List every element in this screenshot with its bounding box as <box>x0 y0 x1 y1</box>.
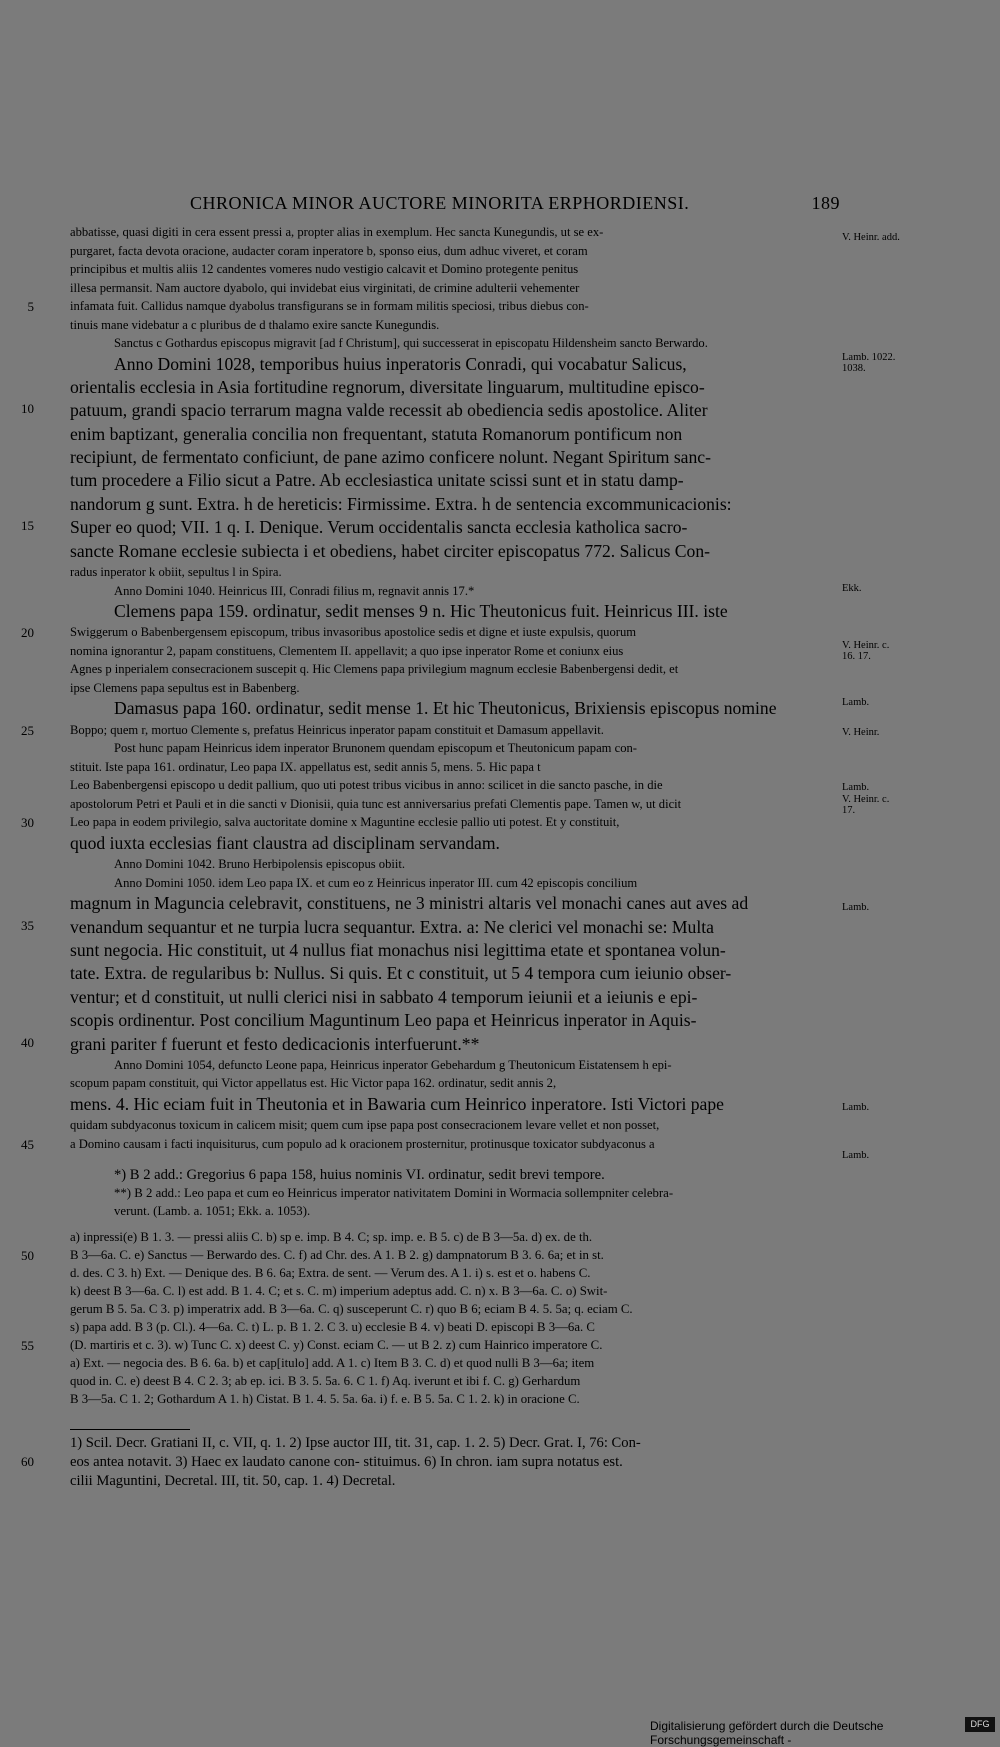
line-text: illesa permansit. Nam auctore dyabolo, qui invidebat eius virginitati, de crimine adulterii vehementer <box>70 280 580 295</box>
text-line <box>70 858 850 877</box>
numbered-note-line <box>70 1474 850 1493</box>
line-text: purgaret, facta devota oracione, audacter coram inperatore b, sponso eius, dum adhuc viveret, et coram <box>70 243 588 258</box>
text-line <box>21 916 850 942</box>
text-line <box>21 1136 850 1157</box>
variant-note-line <box>21 1338 850 1357</box>
line-text: **) B 2 add.: Leo papa et cum eo Heinricus imperator nativitatem Domini in Wormacia sollempniter celebra- <box>114 1186 674 1201</box>
text-line <box>70 282 850 301</box>
line-text: enim baptizant, generalia concilia non frequentant, statuta Romanorum pontificum non <box>70 423 683 444</box>
line-text: B 3—5a. C 1. 2; Gothardum A 1. h) Cistat. B 1. 4. 5. 5a. 6a. i) f. e. B 5. 5a. C 1. 2. k) in oracione C. <box>70 1392 580 1407</box>
margin-note: Lamb. <box>842 1150 870 1161</box>
text-line <box>70 493 850 519</box>
line-text: recipiunt, de fermentato conficiunt, de pane azimo conficere nolunt. Negant Spiritum sanc- <box>70 447 711 468</box>
line-text: quod in. C. e) deest B 4. C 2. 3; ab ep. ici. B 3. 5. 5a. 6. C 1. f) Aq. iverunt et ibi f. C. g) Gerhardum <box>70 1374 581 1389</box>
line-text: a) inpressi(e) B 1. 3. — pressi aliis C. b) sp e. imp. B 4. C; sp. imp. e. B 5. c) de B 3—5a. d) ex. de th. <box>70 1230 593 1245</box>
line-text: Leo Babenbergensi episcopo u dedit pallium, quo uti potest tribus vicibus in anno: scilicet in die sancto pasche, in die <box>70 778 663 793</box>
line-text: grani pariter f fuerunt et festo dedicacionis interfuerunt.** <box>70 1033 480 1054</box>
text-line <box>70 319 850 338</box>
line-number: 20 <box>21 625 34 641</box>
margin-note: Lamb. <box>842 902 870 913</box>
text-line <box>70 449 850 472</box>
text-line <box>21 625 850 645</box>
line-text: verunt. (Lamb. a. 1051; Ekk. a. 1053). <box>114 1204 311 1219</box>
dfg-logo: DFG <box>965 1717 995 1732</box>
page-number: 189 <box>811 193 840 213</box>
line-text: cilii Maguntini, Decretal. III, tit. 50, cap. 1. 4) Decretal. <box>70 1473 396 1490</box>
line-text: (D. martiris et c. 3). w) Tunc C. x) deest C. y) Const. eciam C. — ut B 2. z) cum Hainrico imperatore C. <box>70 1338 603 1353</box>
line-text: Damasus papa 160. ordinatur, sedit mense 1. Et hic Theutonicus, Brixiensis episcopus nomine <box>114 698 777 719</box>
text-line <box>70 965 850 988</box>
line-text: Sanctus c Gothardus episcopus migravit [ad f Christum], qui successerat in episcopatu Hildensheim sancto Berwardo. <box>114 336 708 350</box>
line-text: ventur; et d constituit, ut nulli clerici nisi in sabbato 4 temporum ieiunii et a ieiunis e epi- <box>70 986 698 1007</box>
variant-note-line <box>70 1303 850 1321</box>
line-number: 45 <box>21 1136 34 1152</box>
line-text: stituit. Iste papa 161. ordinatur, Leo papa IX. appellatus est, sedit annis 5, mens. 5. Hic papa t <box>70 759 541 774</box>
text-line <box>70 663 850 682</box>
line-text: tate. Extra. de regularibus b: Nullus. Si quis. Et c constituit, ut 5 4 tempora cum ieiunio obser- <box>70 963 732 984</box>
line-text: Boppo; quem r, mortuo Clemente s, prefatus Heinricus inperator papam constituit et Damasum appellavit. <box>70 722 604 737</box>
text-line <box>21 722 850 743</box>
line-text: Swiggerum o Babenbergensem episcopum, tribus invasoribus apostolice sedis et digne et iuste expulsis, quorum <box>70 625 637 640</box>
line-text: Anno Domini 1042. Bruno Herbipolensis episcopus obiit. <box>114 857 406 872</box>
line-text: radus inperator k obiit, sepultus l in Spira. <box>70 565 282 580</box>
line-number: 10 <box>21 401 34 417</box>
line-number: 30 <box>21 815 34 831</box>
line-text: orientalis ecclesia in Asia fortitudine regnorum, diversitate linguarum, multitudine episco- <box>70 376 705 397</box>
variant-note-line <box>70 1393 850 1411</box>
header-title: CHRONICA MINOR AUCTORE MINORITA ERPHORDIENSI. <box>190 193 690 213</box>
line-text: d. des. C 3. h) Ext. — Denique des. B 6. 6a; Extra. de sent. — Verum des. A 1. i) s. est et o. habens C. <box>70 1266 591 1281</box>
margin-note: V. Heinr. <box>842 727 880 738</box>
text-line <box>70 798 850 817</box>
line-text: a Domino causam i facti inquisiturus, cum populo ad k oracionem prosternitur, protinusque toxicator subdyaconus a <box>70 1136 655 1151</box>
line-text: Anno Domini 1054, defuncto Leone papa, Heinricus inperator Gebehardum g Theutonicum Eistatensem h epi- <box>114 1057 672 1072</box>
footnote-rule <box>70 1429 190 1430</box>
margin-note: Lamb. 1022. 1038. <box>842 352 896 375</box>
variant-note-line <box>70 1231 850 1249</box>
line-text: gerum B 5. 5a. C 3. p) imperatrix add. B 3—6a. C. q) susceperunt C. r) quo B 6; eciam B 4. 5. 5a; q. eciam C. <box>70 1302 633 1317</box>
line-text: patuum, grandi spacio terrarum magna valde recessit ab obediencia sedis apostolice. Aliter <box>70 400 708 421</box>
line-text: sunt negocia. Hic constituit, ut 4 nullus fiat monachus nisi legittima etate et spontanea volun- <box>70 939 726 960</box>
line-text: quidam subdyaconus toxicum in calicem misit; quem cum ipse papa post consecracionem levare vellet et non posset, <box>70 1118 660 1133</box>
text-line <box>70 1119 850 1138</box>
text-line <box>70 742 850 761</box>
line-number: 15 <box>21 518 34 534</box>
line-text: Super eo quod; VII. 1 q. I. Denique. Verum occidentalis sancta ecclesia katholica sacro- <box>70 517 688 538</box>
line-text: s) papa add. B 3 (p. Cl.). 4—6a. C. t) L. p. B 1. 2. C 3. u) ecclesie B 4. v) beati D. episcopi B 3—6a. C <box>70 1320 595 1335</box>
line-text: eos antea notavit. 3) Haec ex laudato canone con- stituimus. 6) In chron. iam supra notatus est. <box>70 1454 623 1471</box>
digitization-credit: Digitalisierung gefördert durch die Deutsche Forschungsgemeinschaft - <box>650 1719 884 1747</box>
text-line <box>70 603 850 626</box>
text-line <box>70 566 850 585</box>
margin-note: V. Heinr. c. 16. 17. <box>842 640 890 663</box>
variant-note-line <box>70 1267 850 1285</box>
text-line <box>70 540 850 566</box>
variant-note-line <box>70 1375 850 1393</box>
line-number: 40 <box>21 1034 34 1050</box>
line-text: nandorum g sunt. Extra. h de hereticis: Firmissime. Extra. h de sentencia excommunicacionis: <box>70 493 732 514</box>
line-text: Anno Domini 1028, temporibus huius inperatoris Conradi, qui vocabatur Salicus, <box>114 353 687 374</box>
variant-note-line <box>21 1248 850 1267</box>
line-text: ipse Clemens papa sepultus est in Babenberg. <box>70 680 300 695</box>
text-line <box>21 1033 850 1059</box>
line-text: magnum in Maguncia celebravit, constituens, ne 3 ministri altaris vel monachi canes aut aves ad <box>70 893 749 914</box>
line-text: a) Ext. — negocia des. B 6. 6a. b) et cap[itulo] add. A 1. c) Item B 3. C. d) et quod nulli B 3—6a; item <box>70 1356 595 1371</box>
numbered-note-line <box>70 1436 850 1455</box>
margin-note: Ekk. <box>842 583 862 594</box>
variant-note-line <box>70 1357 850 1375</box>
text-line <box>70 895 850 918</box>
text-line <box>70 1059 850 1078</box>
text-line <box>70 779 850 798</box>
text-line <box>70 376 850 402</box>
text-line <box>70 645 850 664</box>
line-text: nomina ignorantur 2, papam constituens, Clementem II. appellavit; a quo ipse inperator Rome et coniunx eius <box>70 643 624 658</box>
margin-note: Lamb. <box>842 697 870 708</box>
text-line <box>70 263 850 282</box>
asterisk-note-line <box>70 1205 850 1223</box>
line-number: 60 <box>21 1454 34 1470</box>
text-line <box>70 761 850 780</box>
margin-note: Lamb. <box>842 1102 870 1113</box>
text-line <box>70 1012 850 1035</box>
text-line <box>21 517 850 542</box>
line-text: Anno Domini 1040. Heinricus III, Conradi filius m, regnavit annis 17.* <box>114 583 475 598</box>
line-text: k) deest B 3—6a. C. l) est add. B 1. 4. C; et s. C. m) imperium adeptus add. C. n) x. B 3—6a. C. o) Swit- <box>70 1284 608 1299</box>
line-text: scopum papam constituit, qui Victor appellatus est. Hic Victor papa 162. ordinatur, sedit annis 2, <box>70 1076 557 1091</box>
line-text: principibus et multis aliis 12 candentes vomeres nudo vestigio calcavit et Domino protegente penitus <box>70 262 579 276</box>
line-text: Post hunc papam Heinricus idem inperator Brunonem quendam episcopum et Theutonicum papam con- <box>114 741 637 756</box>
margin-note: Lamb. <box>842 782 870 793</box>
text-line <box>70 423 850 449</box>
text-line <box>70 939 850 965</box>
line-text: Clemens papa 159. ordinatur, sedit menses 9 n. Hic Theutonicus fuit. Heinricus III. iste <box>114 601 728 622</box>
text-line <box>70 472 850 495</box>
line-text: B 3—6a. C. e) Sanctus — Berwardo des. C. f) ad Chr. des. A 1. B 2. g) dampnatorum B 3. 6. 6a; et in st. <box>70 1248 604 1263</box>
text-line <box>27 299 850 319</box>
line-text: sancte Romane ecclesie subiecta i et obediens, habet circiter episcopatus 772. Salicus Con- <box>70 540 710 561</box>
line-text: apostolorum Petri et Pauli et in die sancti v Dionisii, quia tunc est anniversarius prefati Clementis pape. Tamen w, ut dicit <box>70 796 682 811</box>
line-text: mens. 4. Hic eciam fuit in Theutonia et in Bawaria cum Heinrico inperatore. Isti Victori pape <box>70 1093 724 1114</box>
line-text: tum procedere a Filio sicut a Patre. Ab ecclesiastica unitate scissi sunt et in statu damp- <box>70 470 684 491</box>
text-line <box>70 700 850 723</box>
text-line <box>21 400 850 425</box>
line-text: Leo papa in eodem privilegio, salva auctoritate domine x Maguntine ecclesie pallio uti potest. Et y constituit, <box>70 815 620 830</box>
line-text: abbatisse, quasi digiti in cera essent pressi a, propter alias in exemplum. Hec sancta Kunegundis, ut se ex- <box>70 225 604 239</box>
running-header <box>190 193 840 214</box>
asterisk-note-line <box>70 1168 850 1187</box>
numbered-note-line <box>21 1454 850 1474</box>
line-text: venandum sequantur et ne turpia lucra sequantur. Extra. a: Ne clerici vel monachi se: Multa <box>70 916 714 937</box>
text-line <box>70 353 850 379</box>
line-text: tinuis mane videbatur a c pluribus de d thalamo exire sancte Kunegundis. <box>70 317 440 332</box>
margin-note: V. Heinr. add. <box>842 232 900 243</box>
variant-note-line <box>70 1285 850 1303</box>
margin-note: V. Heinr. c. 17. <box>842 794 890 817</box>
line-number: 50 <box>21 1248 34 1264</box>
line-text: *) B 2 add.: Gregorius 6 papa 158, huius nominis VI. ordinatur, sedit brevi tempore. <box>114 1167 605 1184</box>
text-line <box>70 832 850 858</box>
line-number: 55 <box>21 1338 34 1354</box>
line-number: 35 <box>21 917 34 933</box>
line-text: Anno Domini 1050. idem Leo papa IX. et cum eo z Heinricus inperator III. cum 42 episcopis concilium <box>114 875 638 890</box>
line-number: 5 <box>27 299 34 314</box>
line-text: quod iuxta ecclesias fiant claustra ad disciplinam servandam. <box>70 832 500 853</box>
line-text: infamata fuit. Callidus namque dyabolus transfigurans se in formam militis speciosi, tribus diebus con- <box>70 299 589 313</box>
text-line <box>70 245 850 264</box>
section-gap <box>70 1411 850 1429</box>
text-line <box>70 1093 850 1119</box>
main-text <box>21 225 850 1493</box>
line-number: 25 <box>21 722 34 738</box>
asterisk-note-line <box>70 1187 850 1205</box>
text-line <box>70 226 850 245</box>
line-text: Agnes p inperialem consecracionem suscepit q. Hic Clemens papa privilegium magnum ecclesie Babenbergensi dedit, et <box>70 662 679 677</box>
line-text: 1) Scil. Decr. Gratiani II, c. VII, q. 1. 2) Ipse auctor III, tit. 31, cap. 1. 2. 5) Decr. Grat. I, 76: Con- <box>70 1435 641 1452</box>
variant-note-line <box>70 1321 850 1339</box>
line-text: scopis ordinentur. Post concilium Maguntinum Leo papa et Heinricus inperator in Aquis- <box>70 1010 697 1031</box>
text-line <box>70 986 850 1012</box>
